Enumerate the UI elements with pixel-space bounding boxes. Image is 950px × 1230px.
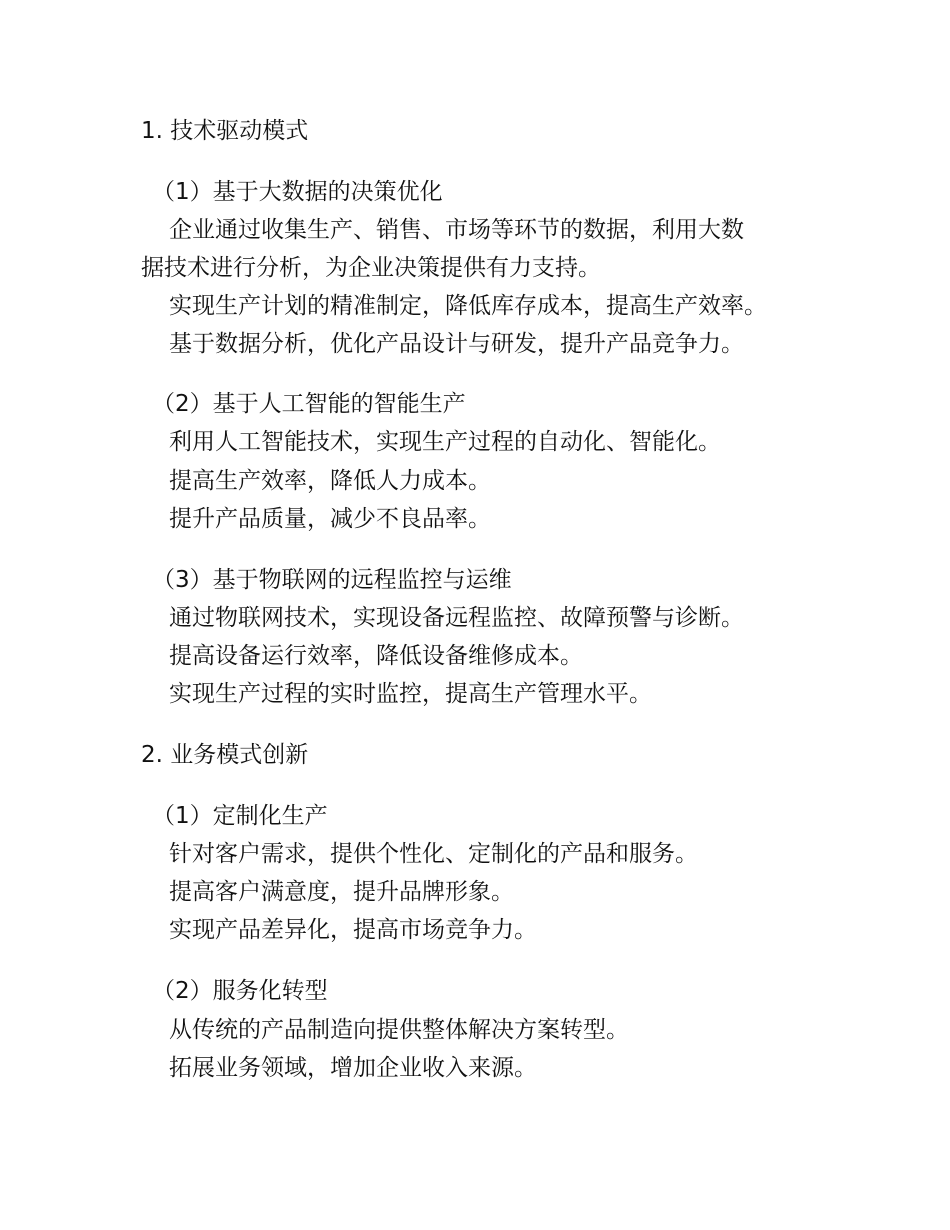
paragraph-line: 提高客户满意度，提升品牌形象。 bbox=[169, 879, 514, 905]
paragraph-line: 实现生产计划的精准制定，降低库存成本，提高生产效率。 bbox=[169, 293, 767, 319]
section-heading: 2. 业务模式创新 bbox=[141, 742, 309, 768]
paragraph-line: 基于数据分析，优化产品设计与研发，提升产品竞争力。 bbox=[169, 331, 744, 357]
paragraph-line: 拓展业务领域，增加企业收入来源。 bbox=[169, 1055, 537, 1081]
paragraph-line: 针对客户需求，提供个性化、定制化的产品和服务。 bbox=[169, 841, 698, 867]
paragraph-line: 从传统的产品制造向提供整体解决方案转型。 bbox=[169, 1017, 629, 1043]
paragraph-line: 提高生产效率，降低人力成本。 bbox=[169, 468, 491, 494]
subsection-title: （1）基于大数据的决策优化 bbox=[152, 179, 443, 205]
paragraph-line: 利用人工智能技术，实现生产过程的自动化、智能化。 bbox=[169, 429, 721, 455]
section-heading: 1. 技术驱动模式 bbox=[141, 118, 309, 144]
paragraph-line: 提高设备运行效率，降低设备维修成本。 bbox=[169, 643, 583, 669]
paragraph-line: 实现生产过程的实时监控，提高生产管理水平。 bbox=[169, 681, 652, 707]
paragraph-line: 据技术进行分析，为企业决策提供有力支持。 bbox=[141, 255, 601, 281]
subsection-title: （3）基于物联网的远程监控与运维 bbox=[152, 567, 512, 593]
subsection-title: （2）服务化转型 bbox=[152, 978, 328, 1004]
paragraph-line: 通过物联网技术，实现设备远程监控、故障预警与诊断。 bbox=[169, 605, 744, 631]
subsection-title: （1）定制化生产 bbox=[152, 803, 328, 829]
paragraph-line: 提升产品质量，减少不良品率。 bbox=[169, 506, 491, 532]
subsection-title: （2）基于人工智能的智能生产 bbox=[152, 391, 466, 417]
paragraph-line: 实现产品差异化，提高市场竞争力。 bbox=[169, 917, 537, 943]
paragraph-line: 企业通过收集生产、销售、市场等环节的数据，利用大数 bbox=[169, 217, 744, 243]
